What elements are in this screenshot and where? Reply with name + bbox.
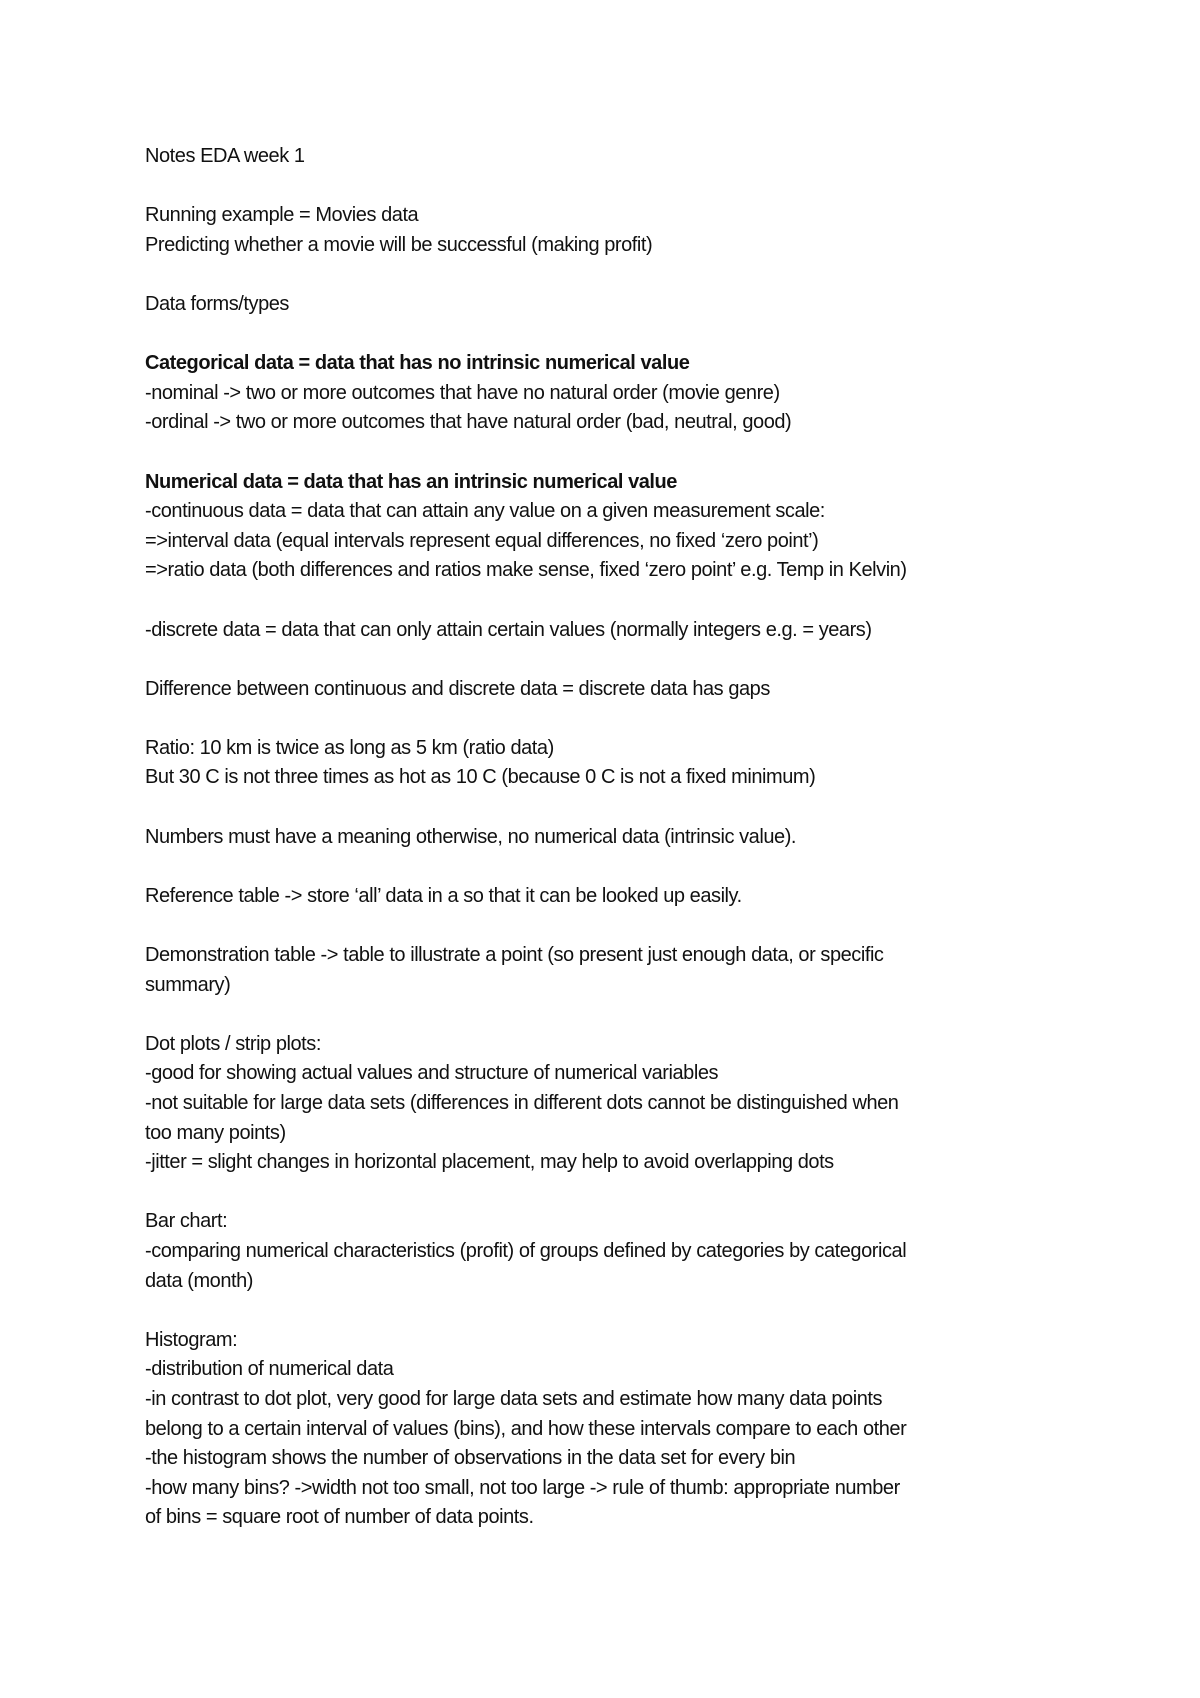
demonstration-table-line-1: Demonstration table -> table to illustrate a point (so present just enough data, or specific	[145, 944, 884, 967]
numbers-meaning-line: Numbers must have a meaning otherwise, no numerical data (intrinsic value).	[145, 825, 797, 848]
spacer	[145, 645, 1085, 675]
spacer	[145, 260, 1085, 290]
numerical-continuous: -continuous data = data that can attain any value on a given measurement scale:	[145, 500, 825, 523]
dot-plots-heading: Dot plots / strip plots:	[145, 1032, 321, 1055]
dot-plots-line-4: -jitter = slight changes in horizontal placement, may help to avoid overlapping dots	[145, 1151, 834, 1174]
bar-chart-line-1: -comparing numerical characteristics (profit) of groups defined by categories by categorical	[145, 1239, 907, 1262]
spacer	[145, 911, 1085, 941]
spacer	[145, 438, 1085, 468]
dot-plots-line-1: -good for showing actual values and structure of numerical variables	[145, 1062, 719, 1085]
spacer	[145, 320, 1085, 350]
bar-chart-heading: Bar chart:	[145, 1210, 228, 1233]
dot-plots-line-2: -not suitable for large data sets (differences in different dots cannot be distinguished when	[145, 1092, 899, 1114]
intro-line-predicting: Predicting whether a movie will be successful (making profit)	[145, 233, 653, 256]
categorical-ordinal: -ordinal -> two or more outcomes that have natural order (bad, neutral, good)	[145, 411, 792, 434]
categorical-nominal: -nominal -> two or more outcomes that have no natural order (movie genre)	[145, 381, 780, 404]
ratio-line-2: But 30 C is not three times as hot as 10 C (because 0 C is not a fixed minimum)	[145, 766, 816, 789]
numerical-interval: =>interval data (equal intervals represent equal differences, no fixed ‘zero point’)	[145, 529, 819, 552]
numerical-heading: Numerical data = data that has an intrinsic numerical value	[145, 470, 677, 493]
dot-plots-line-3: too many points)	[145, 1121, 286, 1144]
document-title: Notes EDA week 1	[145, 145, 305, 167]
numerical-discrete: -discrete data = data that can only attain certain values (normally integers e.g. = years)	[145, 618, 872, 641]
bar-chart-line-2: data (month)	[145, 1269, 253, 1292]
spacer	[145, 1296, 1085, 1326]
demonstration-table-line-2: summary)	[145, 973, 231, 996]
categorical-heading: Categorical data = data that has no intrinsic numerical value	[145, 352, 690, 375]
histogram-line-3: belong to a certain interval of values (bins), and how these intervals compare to each other	[145, 1417, 907, 1440]
data-forms-heading: Data forms/types	[145, 292, 289, 315]
difference-line: Difference between continuous and discrete data = discrete data has gaps	[145, 677, 770, 700]
intro-line-running-example: Running example = Movies data	[145, 204, 419, 227]
histogram-line-4: -the histogram shows the number of observations in the data set for every bin	[145, 1447, 796, 1470]
spacer	[145, 172, 1085, 202]
histogram-line-1: -distribution of numerical data	[145, 1358, 394, 1381]
spacer	[145, 586, 1085, 616]
spacer	[145, 704, 1085, 734]
histogram-line-6: of bins = square root of number of data points.	[145, 1506, 534, 1529]
histogram-line-5: -how many bins? ->width not too small, not too large -> rule of thumb: appropriate number	[145, 1476, 900, 1499]
spacer	[145, 852, 1085, 882]
histogram-line-2: -in contrast to dot plot, very good for large data sets and estimate how many data points	[145, 1387, 883, 1410]
document-page	[145, 142, 1085, 1533]
ratio-line-1: Ratio: 10 km is twice as long as 5 km (ratio data)	[145, 736, 554, 759]
histogram-heading: Histogram:	[145, 1328, 238, 1351]
spacer	[145, 1000, 1085, 1030]
numerical-ratio: =>ratio data (both differences and ratios make sense, fixed ‘zero point’ e.g. Temp in Kelvin)	[145, 559, 907, 582]
spacer	[145, 1178, 1085, 1208]
reference-table-line: Reference table -> store ‘all’ data in a so that it can be looked up easily.	[145, 884, 742, 907]
spacer	[145, 793, 1085, 823]
